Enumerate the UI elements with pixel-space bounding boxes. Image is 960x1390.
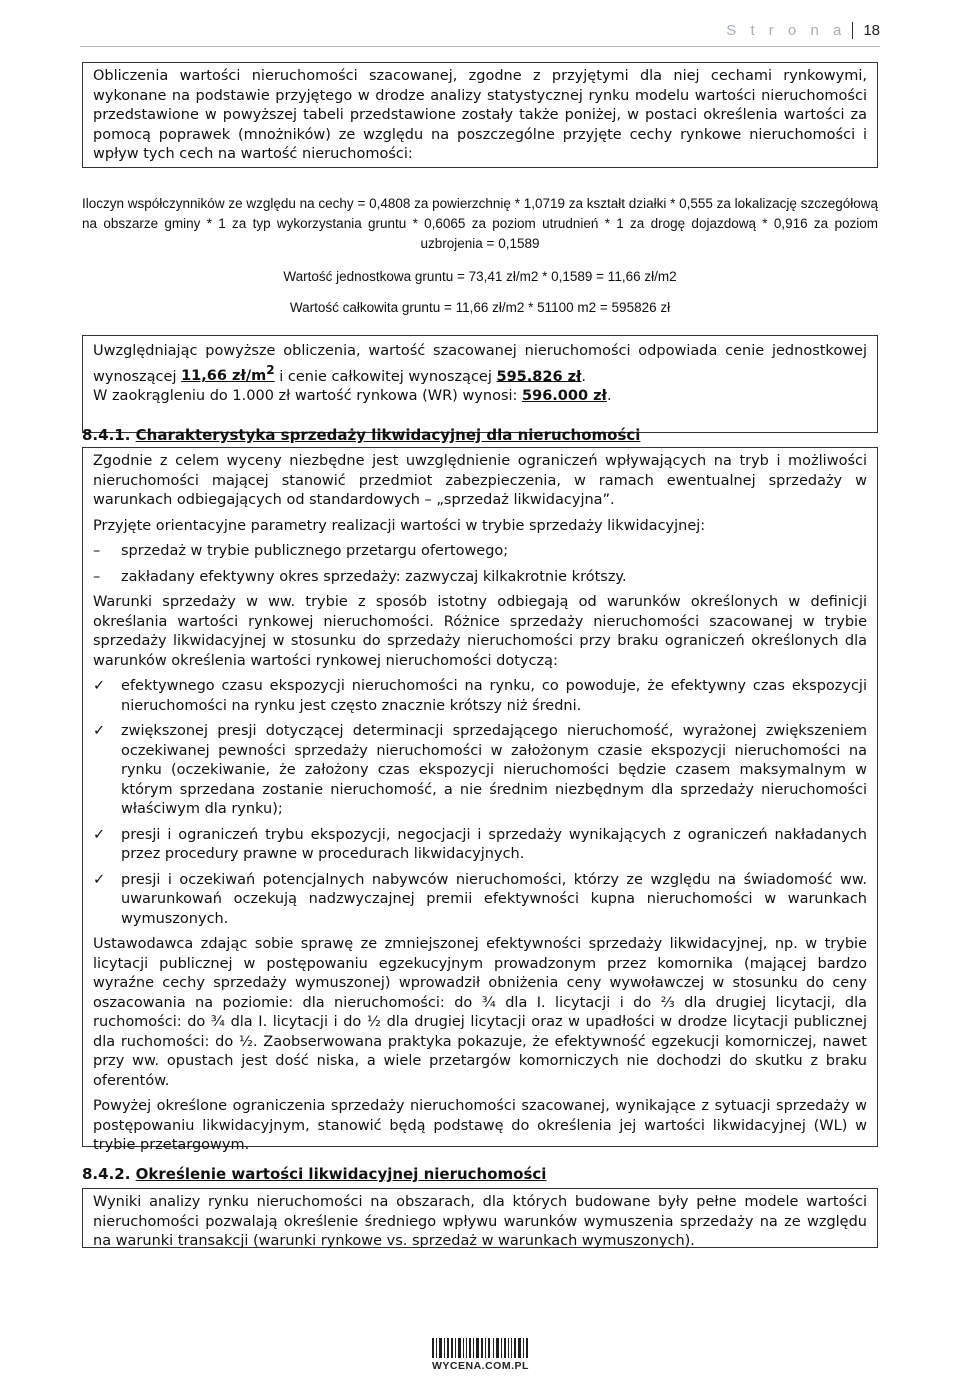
rounded-value: 596.000 zł: [522, 387, 607, 404]
page-number: 18: [852, 22, 880, 39]
barcode-bar: [444, 1338, 445, 1358]
result-text: [93, 342, 867, 387]
section-8-4-1-heading: [82, 426, 640, 444]
result-box: [82, 335, 878, 433]
check-icon: ✓: [93, 826, 106, 843]
wycena-logo: [432, 1338, 528, 1372]
barcode-bar: [469, 1338, 471, 1358]
unit-land-value: Wartość jednostkowa gruntu = 73,41 zł/m2 * 0,1589 = 11,66 zł/m2: [283, 269, 677, 284]
unit-price-sup: 2: [266, 363, 275, 378]
coefficient-product: Iloczyn współczynników ze względu na cechy = 0,4808 za powierzchnię * 1,0719 za kształt działki * 0,555 za lokalizację szczegółową na obszarze gminy * 1 za typ wykorzystania gruntu * 0,6065 za poziom utrudnień * 1 za drogę dojazdową * 0,916 za poziom uzbrojenia = 0,1589: [82, 196, 878, 251]
para-legislator: Ustawodawca zdając sobie sprawę ze zmniejszonej efektywności sprzedaży likwidacyjnej, np. w trybie licytacji publicznej w postępowaniu egzekucyjnym prowadzonym przez komornika (mającej bardzo wyraźne cechy sprzedaży wymuszonej) wprowadził obniżenia ceny wywoławczej w stosunku do ceny oszacowania na poziomie: dla nieruchomości: do ¾ dla I. licytacji i do ⅔ dla drugiej licytacji, dla ruchomości: do ¾ dla I. licytacji i do ½ dla drugiej licytacji oraz w upadłości w drodze licytacji publicznej dla ruchomości: do ½. Zaobserwowana praktyka pokazuje, że efektywność egzekucji komorniczej, nawet przy ww. opustach jest dość niska, a wiele przetargów komorniczych nie dochodzi do skutku z braku oferentów.: [93, 936, 867, 1089]
intro-box: [82, 62, 878, 168]
check-icon: ✓: [93, 871, 106, 888]
unit-price: [181, 363, 275, 385]
barcode-bar: [473, 1338, 474, 1358]
barcode-bar: [511, 1338, 512, 1358]
barcode-bar: [485, 1338, 486, 1358]
barcode-bar: [488, 1338, 490, 1358]
barcode-bar: [493, 1338, 494, 1358]
page-header: [726, 22, 880, 44]
check-icon: ✓: [93, 678, 106, 694]
barcode-bar: [466, 1338, 467, 1358]
barcode-bar: [501, 1338, 502, 1358]
barcode-bar: [458, 1338, 461, 1358]
barcode-bar: [526, 1338, 528, 1358]
barcode-bar: [476, 1338, 479, 1358]
list-item: [93, 542, 867, 562]
dash-bullet: –: [93, 543, 101, 559]
section-8-4-2-heading: [82, 1165, 546, 1183]
calculation-block: [82, 194, 878, 318]
result-text-c: .: [581, 368, 587, 385]
list-item-text: zakładany efektywny okres sprzedaży: zazwyczaj kilkakrotnie krótszy.: [121, 568, 627, 585]
rounded-text-b: .: [606, 387, 612, 404]
header-rule: [80, 46, 880, 47]
dash-bullet: –: [93, 568, 101, 585]
list-item-text: sprzedaż w trybie publicznego przetargu ofertowego;: [121, 543, 509, 559]
barcode-bar: [523, 1338, 524, 1358]
barcode-bar: [463, 1338, 464, 1358]
barcode-bar: [455, 1338, 456, 1358]
para-purpose: Zgodnie z celem wyceny niezbędne jest uwzględnienie ograniczeń wpływających na tryb i możliwości nieruchomości mającej stanowić przedmiot zabezpieczenia, w ramach ewentualnej sprzedaży w warunkach odbiegających od standardowych – „sprzedaż likwidacyjna”.: [93, 453, 867, 508]
para-conditions: Warunki sprzedaży w ww. trybie z sposób istotny odbiegają od warunków określonych w definicji określania wartości rynkowej nieruchomości. Różnice sprzedaży nieruchomości szacowanej w trybie sprzedaży likwidacyjnej w stosunku do sprzedaży nieruchomości przy braku ograniczeń określonych dla warunków określenia wartości rynkowej nieruchomości dotyczą:: [93, 594, 867, 669]
list-item-text: presji i ograniczeń trybu ekspozycji, negocjacji i sprzedaży wynikających z ograniczeń nakładanych przez procedury prawne w procedurach likwidacyjnych.: [121, 826, 867, 862]
section-number: 8.4.2.: [82, 1165, 131, 1183]
barcode-bar: [481, 1338, 483, 1358]
barcode-bar: [451, 1338, 453, 1358]
barcode-icon: [432, 1338, 528, 1358]
para-conclusion: Powyżej określone ograniczenia sprzedaży nieruchomości szacowanej, wynikające z sytuacji sprzedaży w postępowaniu likwidacyjnym, stanowić będą podstawę do określenia jej wartości likwidacyjnej (WL) w trybie przetargowym.: [93, 1098, 867, 1153]
check-icon: ✓: [93, 723, 106, 739]
barcode-bar: [518, 1338, 521, 1358]
list-item-text: efektywnego czasu ekspozycji nieruchomości na rynku, co powoduje, że efektywny czas ekspozycji nieruchomości na rynku jest często znacznie krótszy niż średni.: [121, 678, 867, 714]
total-land-value: Wartość całkowita gruntu = 11,66 zł/m2 * 51100 m2 = 595826 zł: [289, 300, 671, 315]
barcode-bar: [508, 1338, 509, 1358]
para-parameters: Przyjęte orientacyjne parametry realizacji wartości w trybie sprzedaży likwidacyjnej:: [93, 517, 706, 534]
list-item: [93, 871, 867, 930]
unit-price-value: 11,66 zł/m: [181, 368, 267, 385]
page-label: S t r o n a: [726, 22, 847, 39]
result-text-b: i cenie całkowitej wynoszącej: [274, 368, 497, 385]
logo-text: WYCENA.COM.PL: [432, 1360, 529, 1372]
barcode-bar: [436, 1338, 437, 1358]
barcode-bar: [514, 1338, 516, 1358]
list-item-text: zwiększonej presji dotyczącej determinacji sprzedającego nieruchomość, wyrażonej zwiększeniem oczekiwanej pewności sprzedaży nieruchomości w założonym czasie ekspozycji nieruchomości na rynku (oczekiwanie, że założony czas ekspozycji nieruchomości będzie czasem maksymalnym w którym sprzedana zostanie nieruchomość, a nie średnim niezbędnym dla sprzedaży nieruchomości właściwym dla rynku);: [121, 723, 867, 817]
list-item: [93, 826, 867, 865]
list-item: [93, 722, 867, 820]
barcode-bar: [432, 1338, 434, 1358]
section-title: Określenie wartości likwidacyjnej nieruchomości: [135, 1165, 547, 1183]
section-number: 8.4.1.: [82, 426, 131, 444]
total-price: 595.826 zł: [496, 368, 582, 385]
liquidation-box: [82, 447, 878, 1153]
para-analysis: Wyniki analizy rynku nieruchomości na obszarach, dla których budowane były pełne modele wartości nieruchomości pozwalają określenie średniego wpływu warunków wymuszenia sprzedaży na ze względu na warunki transakcji (warunki rynkowe vs. sprzedaż w warunkach wymuszonych).: [93, 1194, 867, 1249]
intro-text: Obliczenia wartości nieruchomości szacowanej, zgodne z przyjętymi dla niej cechami rynkowymi, wykonane na podstawie przyjętego w drodze analizy statystycznej rynku modelu wartości nieruchomości przedstawione w powyższej tabeli przedstawione zostały także poniżej, w postaci określenia wartości za pomocą poprawek (mnożników) ze względu na poszczególne przyjęte cechy rynkowe nieruchomości i wpływ tych cech na wartość nieruchomości:: [93, 68, 867, 162]
list-item: [93, 568, 867, 588]
liquidation-value-box: [82, 1188, 878, 1248]
barcode-bar: [496, 1338, 499, 1358]
barcode-bar: [439, 1338, 442, 1358]
barcode-bar: [447, 1338, 449, 1358]
list-item: [93, 677, 867, 716]
result-text-a: Uwzględniając powyższe obliczenia, wartość szacowanej nieruchomości odpowiada cenie jednostkowej wynoszącej: [93, 343, 867, 385]
rounded-text-a: W zaokrągleniu do 1.000 zł wartość rynkowa (WR) wynosi:: [93, 387, 523, 404]
section-title: Charakterystyka sprzedaży likwidacyjnej dla nieruchomości: [135, 426, 641, 444]
rounded-value-text: [93, 387, 867, 407]
list-item-text: presji i oczekiwań potencjalnych nabywców nieruchomości, którzy ze względu na świadomość ww. uwarunkowań oczekują nadzwyczajnej premii efektywności kupna nieruchomości w warunkach wymuszonych.: [121, 871, 867, 927]
barcode-bar: [504, 1338, 506, 1358]
